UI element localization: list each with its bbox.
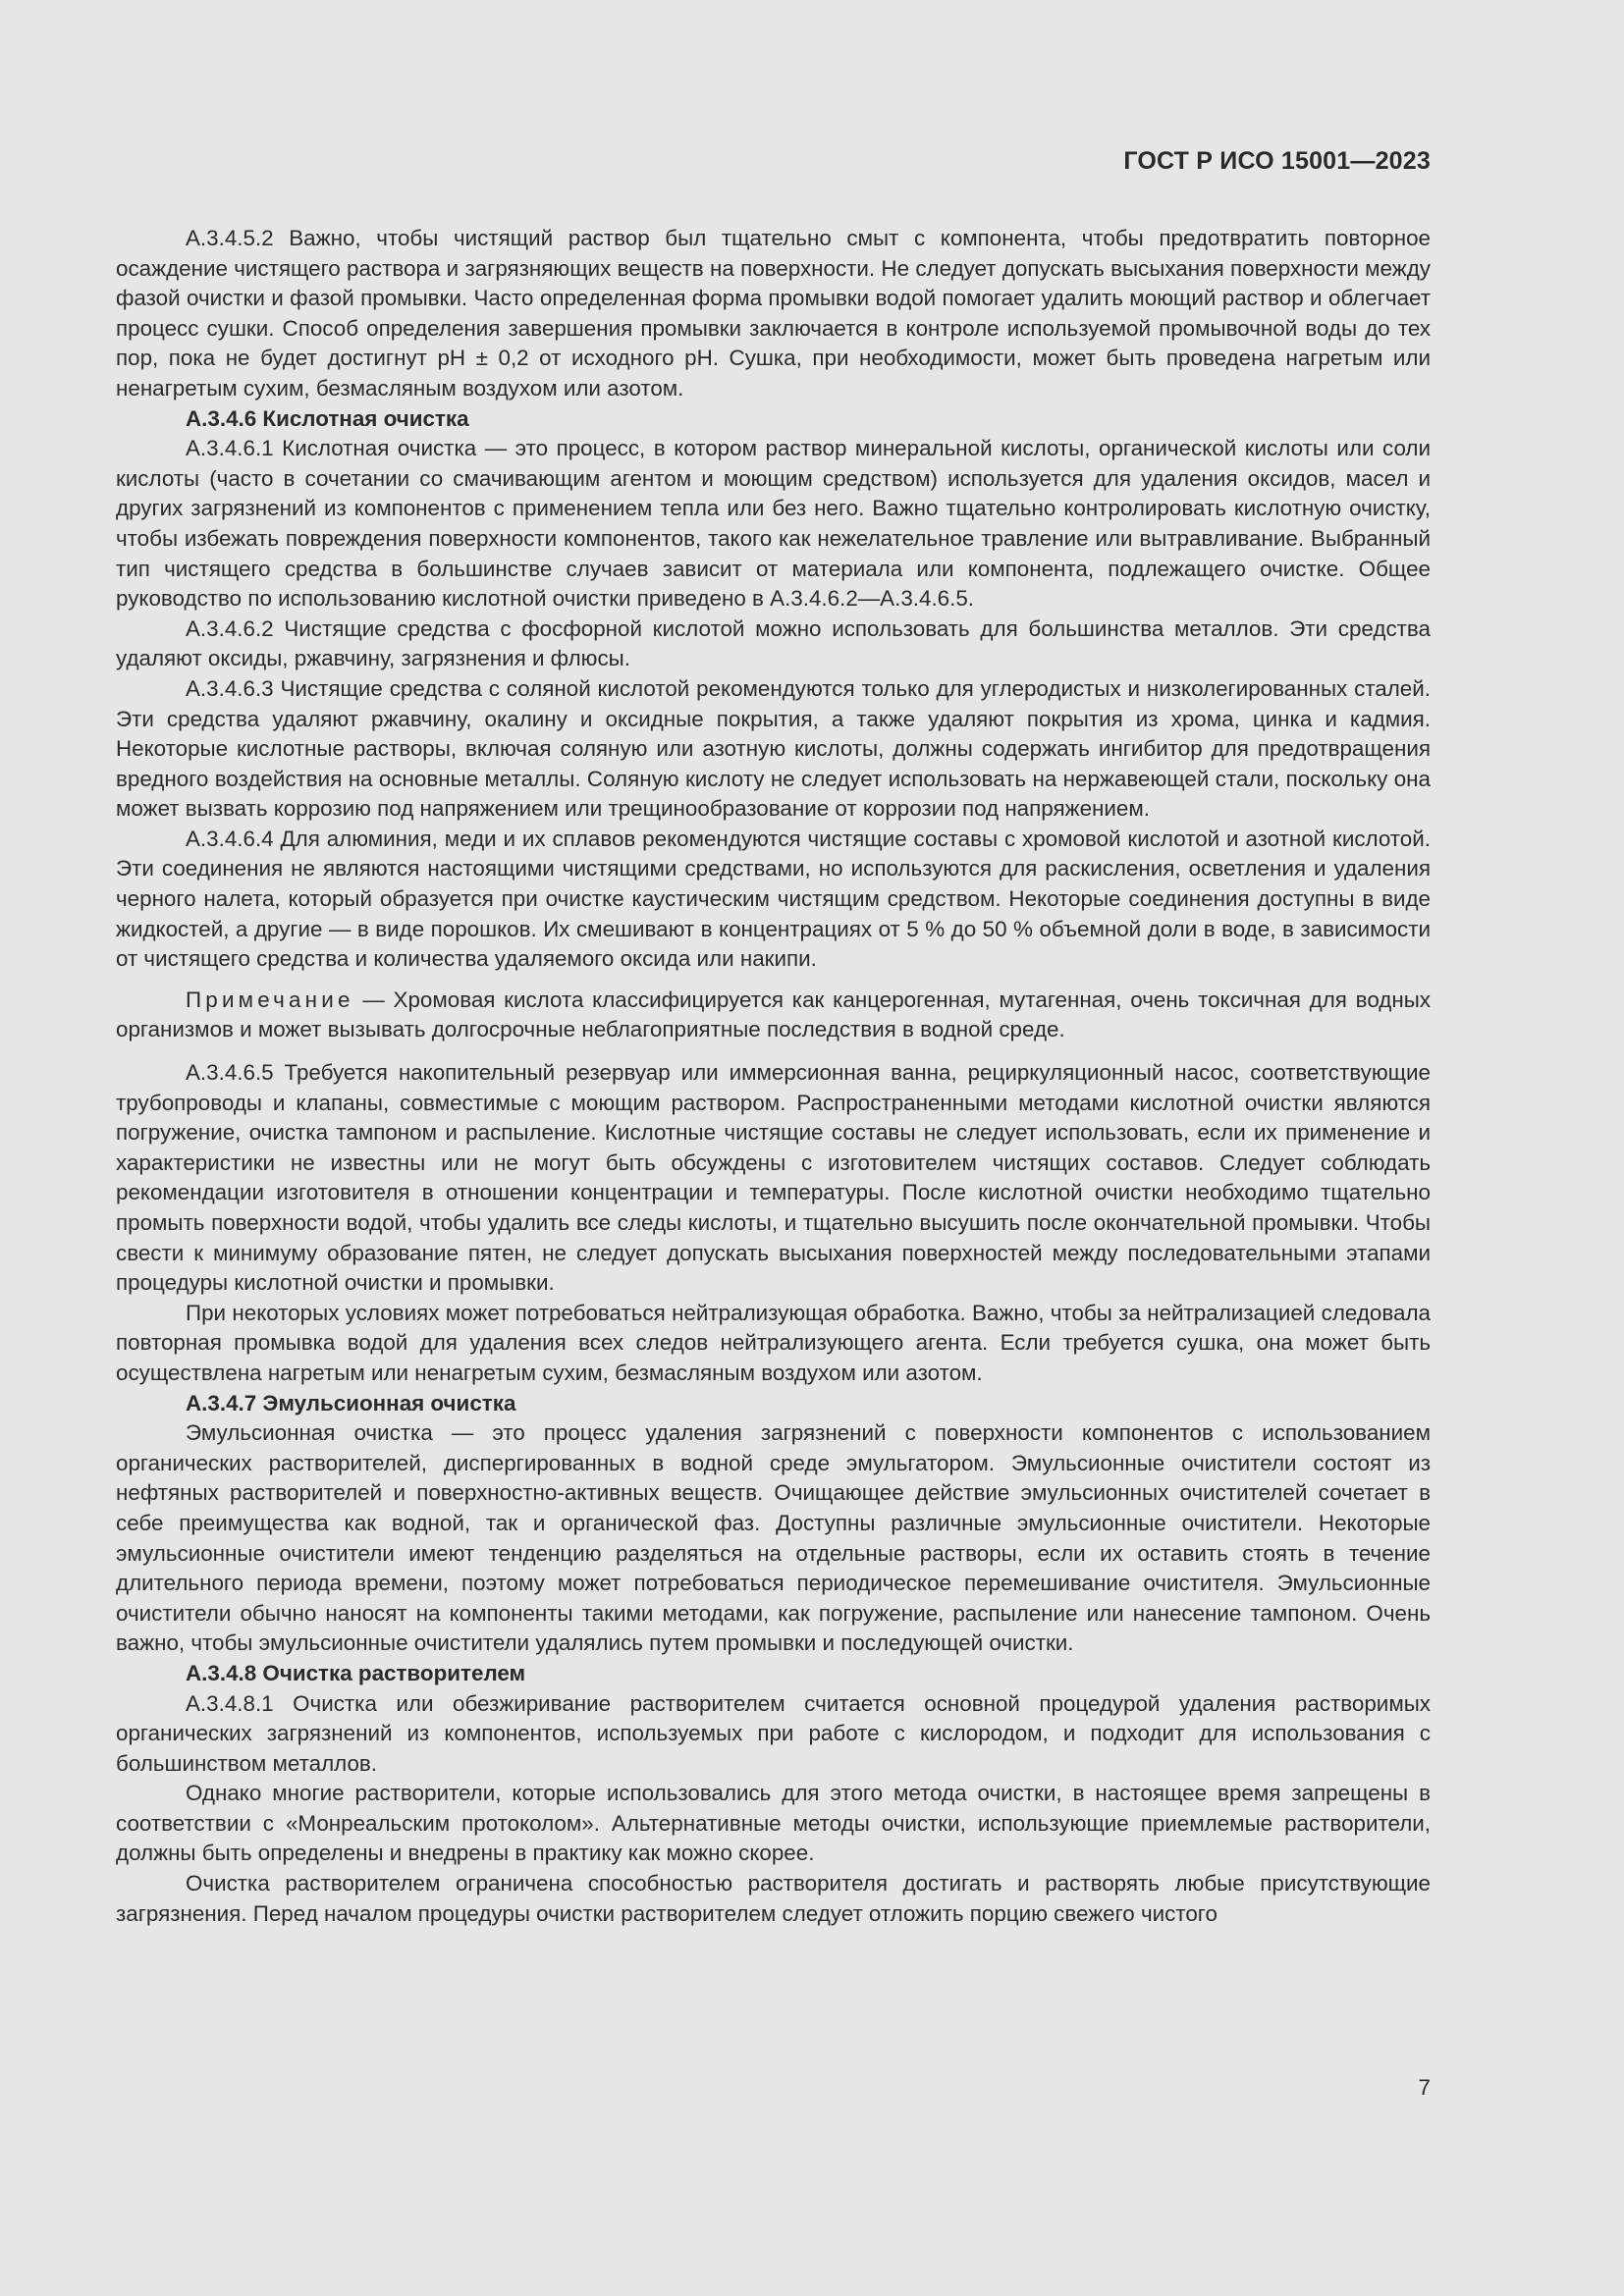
paragraph-a3481: А.3.4.8.1 Очистка или обезжиривание растворителем считается основной процедурой удаления растворимых органических загрязнений из компонентов, используемых при работе с кислородом, и подходит для использования с большинством металлов. [116, 1690, 1431, 1776]
paragraph-a3463: А.3.4.6.3 Чистящие средства с соляной кислотой рекомендуются только для углеродистых и низколегированных сталей. Эти средства удаляют ржавчину, окалину и оксидные покрытия, а также удаляют покрытия из хрома, цинка и кадмия. Некоторые кислотные растворы, включая соляную или азотную кислоты, должны содержать ингибитор для предотвращения вредного воздействия на основные металлы. Соляную кислоту не следует использовать на нержавеющей стали, поскольку она может вызвать коррозию под напряжением или трещинообразование от коррозии под напряжением. [116, 675, 1431, 822]
document-body [116, 224, 1431, 1929]
paragraph-a3461: А.3.4.6.1 Кислотная очистка — это процесс, в котором раствор минеральной кислоты, органической кислоты или соли кислоты (часто в сочетании со смачивающим агентом и моющим средством) используется для удаления оксидов, масел и других загрязнений из компонентов с применением тепла или без него. Важно тщательно контролировать кислотную очистку, чтобы избежать повреждения поверхности компонентов, такого как нежелательное травление или вытравливание. Выбранный тип чистящего средства в большинстве случаев зависит от материала или компонента, подлежащего очистке. Общее руководство по использованию кислотной очистки приведено в А.3.4.6.2—А.3.4.6.5. [116, 436, 1431, 612]
paragraph-a3462: А.3.4.6.2 Чистящие средства с фосфорной кислотой можно использовать для большинства металлов. Эти средства удаляют оксиды, ржавчину, загрязнения и флюсы. [116, 615, 1431, 671]
paragraph-solvent-limitation: Очистка растворителем ограничена способностью растворителя достигать и растворять любые присутствующие загрязнения. Перед началом процедуры очистки растворителем следует отложить порцию свежего чистого [116, 1871, 1431, 1926]
paragraph-a3465: А.3.4.6.5 Требуется накопительный резервуар или иммерсионная ванна, рециркуляционный насос, соответствующие трубопроводы и клапаны, совместимые с моющим раствором. Распространенными методами кислотной очистки являются погружение, очистка тампоном и распыление. Кислотные чистящие составы не следует использовать, если их применение и характеристики не известны или не могут быть обсуждены с изготовителем чистящих составов. Следует соблюдать рекомендации изготовителя в отношении концентрации и температуры. После кислотной очистки необходимо тщательно промыть поверхности водой, чтобы удалить все следы кислоты, и тщательно высушить после окончательной промывки. Чтобы свести к минимуму образование пятен, не следует допускать высыхания поверхностей между последовательными этапами процедуры кислотной очистки и промывки. [116, 1060, 1431, 1296]
page-number: 7 [1418, 2075, 1431, 2100]
paragraph-a3452: А.3.4.5.2 Важно, чтобы чистящий раствор был тщательно смыт с компонента, чтобы предотвратить повторное осаждение чистящего раствора и загрязняющих веществ на поверхности. Не следует допускать высыхания поверхности между фазой очистки и фазой промывки. Часто определенная форма промывки водой помогает удалить моющий раствор и облегчает процесс сушки. Способ определения завершения промывки заключается в контроле используемой промывочной воды до тех пор, пока не будет достигнут pH ± 0,2 от исходного pH. Сушка, при необходимости, может быть проведена нагретым или ненагретым сухим, безмасляным воздухом или азотом. [116, 226, 1431, 400]
heading-a3446-acid-cleaning: А.3.4.6 Кислотная очистка [186, 405, 469, 431]
note-chromic-acid [116, 986, 1431, 1045]
paragraph-a347: Эмульсионная очистка — это процесс удаления загрязнений с поверхности компонентов с использованием органических растворителей, диспергированных в водной среде эмульгатором. Эмульсионные очистители состоят из нефтяных растворителей и поверхностно-активных веществ. Очищающее действие эмульсионных очистителей сочетает в себе преимущества как водной, так и органической фаз. Доступны различные эмульсионные очистители. Некоторые эмульсионные очистители имеют тенденцию разделяться на отдельные растворы, если их оставить стоять в течение длительного периода времени, поэтому может потребоваться периодическое перемешивание очистителя. Эмульсионные очистители обычно наносят на компоненты такими методами, как погружение, распыление или нанесение тампоном. Очень важно, чтобы эмульсионные очистители удалялись путем промывки и последующей очистки. [116, 1420, 1431, 1656]
note-text: — Хромовая кислота классифицируется как канцерогенная, мутагенная, очень токсичная для водных организмов и может вызывать долгосрочные неблагоприятные последствия в водной среде. [116, 987, 1431, 1042]
paragraph-neutralization: При некоторых условиях может потребоваться нейтрализующая обработка. Важно, чтобы за нейтрализацией следовала повторная промывка водой для удаления всех следов нейтрализующего агента. Если требуется сушка, она может быть осуществлена нагретым или ненагретым сухим, безмасляным воздухом или азотом. [116, 1300, 1431, 1385]
paragraph-montreal-protocol: Однако многие растворители, которые использовались для этого метода очистки, в настоящее время запрещены в соответствии с «Монреальским протоколом». Альтернативные методы очистки, использующие приемлемые растворители, должны быть определены и внедрены в практику как можно скорее. [116, 1781, 1431, 1866]
heading-a347-emulsion-cleaning: А.3.4.7 Эмульсионная очистка [186, 1390, 516, 1415]
note-label: Примечание [186, 987, 354, 1012]
document-code-header: ГОСТ Р ИСО 15001—2023 [1123, 147, 1431, 175]
heading-a348-solvent-cleaning: А.3.4.8 Очистка растворителем [186, 1660, 526, 1685]
paragraph-a3464: А.3.4.6.4 Для алюминия, меди и их сплавов рекомендуются чистящие составы с хромовой кислотой и азотной кислотой. Эти соединения не являются настоящими чистящими средствами, но используются для раскисления, осветления и удаления черного налета, который образуется при очистке каустическим чистящим средством. Некоторые соединения доступны в виде жидкостей, а другие — в виде порошков. Их смешивают в концентрациях от 5 % до 50 % объемной доли в воде, в зависимости от чистящего средства и количества удаляемого оксида или накипи. [116, 826, 1431, 972]
